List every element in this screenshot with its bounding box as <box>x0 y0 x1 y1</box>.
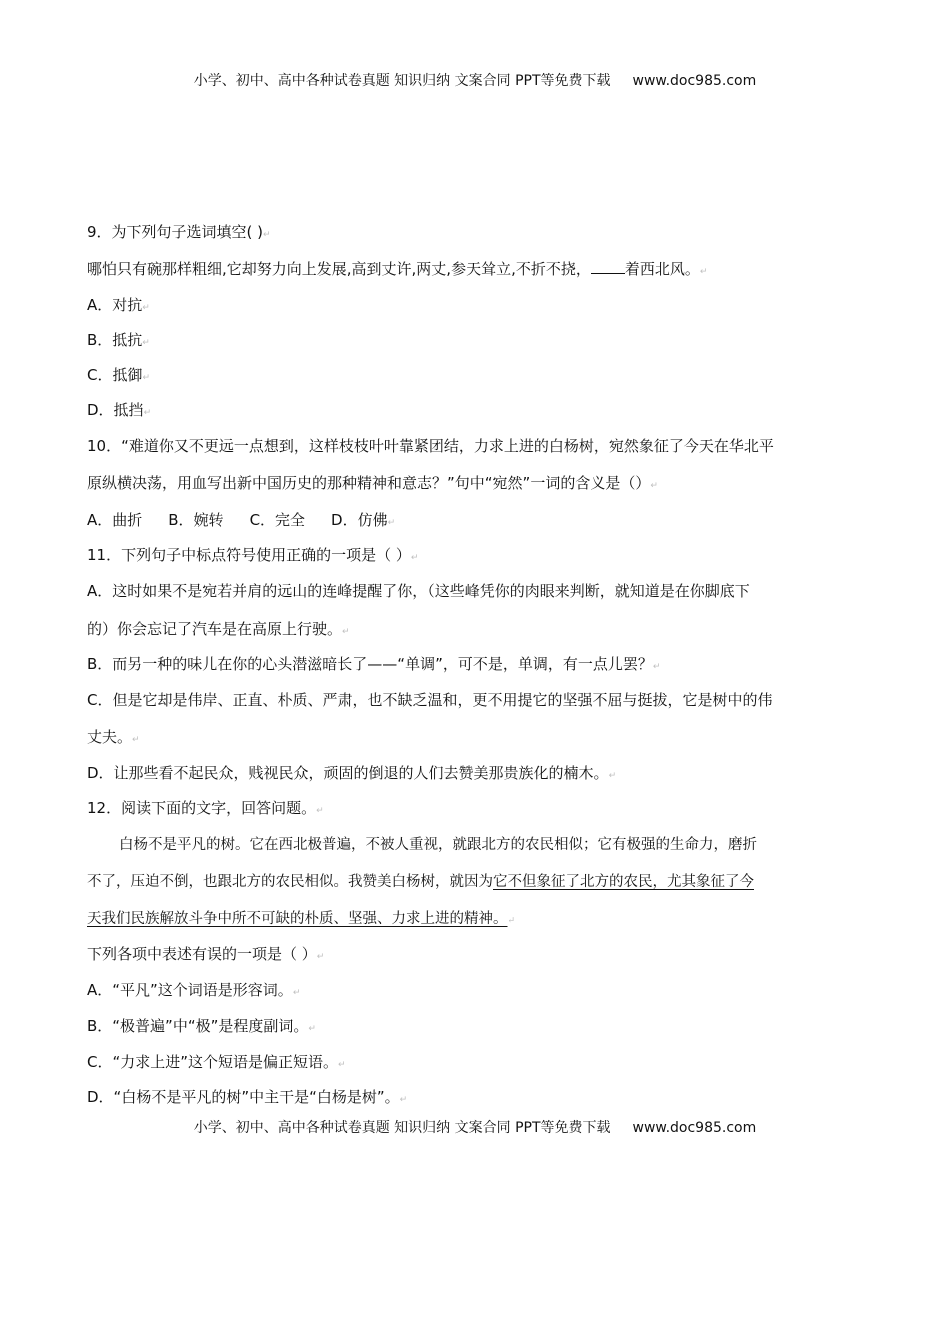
q11-option-c-line2: 丈夫。↵ <box>87 728 140 746</box>
q11-option-a-line2: 的）你会忘记了汽车是在高原上行驶。↵ <box>87 620 350 638</box>
underlined-text: 它不但象征了北方的农民，尤其象征了今 <box>493 874 754 890</box>
q10-option-a: A．曲折 <box>87 511 143 529</box>
q9-option-a: A．对抗↵ <box>87 296 150 314</box>
passage-line1: 白杨不是平凡的树。它在西北极普遍，不被人重视，就跟北方的农民相似；它有极强的生命力，磨折 <box>119 837 757 853</box>
q12-option-b: B．“极普遍”中“极”是程度副词。↵ <box>87 1017 316 1035</box>
q10-option-c: C．完全 <box>249 511 306 529</box>
q9-stem: 9．为下列句子选词填空( )↵ <box>87 223 271 241</box>
q9-option-d: D．抵挡↵ <box>87 401 152 419</box>
q11-option-c-line1: C．但是它却是伟岸、正直、朴质、严肃，也不缺乏温和，更不用提它的坚强不屈与挺拔，它是树中的伟 <box>87 691 773 709</box>
q12-option-a: A．“平凡”这个词语是形容词。↵ <box>87 981 301 999</box>
underlined-text: 天我们民族解放斗争中所不可缺的朴质、坚强、力求上进的精神。 <box>87 911 508 927</box>
header-url[interactable]: www.doc985.com <box>632 73 757 89</box>
q12-stem: 12．阅读下面的文字，回答问题。↵ <box>87 799 324 817</box>
q10-option-b: B．婉转 <box>168 511 224 529</box>
passage-line3: 天我们民族解放斗争中所不可缺的朴质、坚强、力求上进的精神。↵ <box>87 911 516 927</box>
page-header <box>0 70 950 90</box>
q10-options: A．曲折 B．婉转 C．完全 D．仿佛↵ <box>87 511 396 529</box>
q10-line2: 原纵横决荡，用血写出新中国历史的那种精神和意志？”句中“宛然”一词的含义是（）↵ <box>87 474 658 492</box>
footer-url[interactable]: www.doc985.com <box>632 1120 757 1136</box>
q10-line1: 10．“难道你又不更远一点想到，这样枝枝叶叶靠紧团结，力求上进的白杨树，宛然象征了今天在华北平 <box>87 437 774 455</box>
page-footer <box>0 1117 950 1137</box>
footer-text: 小学、初中、高中各种试卷真题 知识归纳 文案合同 PPT等免费下载 <box>193 1120 611 1136</box>
q11-option-b: B．而另一种的味儿在你的心头潜滋暗长了——“单调”，可不是，单调，有一点儿罢？↵ <box>87 655 661 673</box>
header-text: 小学、初中、高中各种试卷真题 知识归纳 文案合同 PPT等免费下载 <box>193 73 611 89</box>
q12-option-c: C．“力求上进”这个短语是偏正短语。↵ <box>87 1053 346 1071</box>
q9-option-b: B．抵抗↵ <box>87 331 150 349</box>
fill-blank <box>591 259 625 274</box>
q11-option-d: D．让那些看不起民众，贱视民众，顽固的倒退的人们去赞美那贵族化的楠木。↵ <box>87 764 617 782</box>
q12-question: 下列各项中表述有误的一项是（ ）↵ <box>87 945 325 963</box>
q9-sentence: 哪怕只有碗那样粗细,它却努力向上发展,高到丈许,两丈,参天耸立,不折不挠， 着西北风。↵ <box>87 260 708 278</box>
q9-option-c: C．抵御↵ <box>87 366 151 384</box>
q11-option-a-line1: A．这时如果不是宛若并肩的远山的连峰提醒了你，（这些峰凭你的肉眼来判断，就知道是在你脚底下 <box>87 582 750 600</box>
q12-option-d: D．“白杨不是平凡的树”中主干是“白杨是树”。↵ <box>87 1088 408 1106</box>
q11-stem: 11．下列句子中标点符号使用正确的一项是（ ）↵ <box>87 546 419 564</box>
q10-option-d: D．仿佛 <box>331 511 388 529</box>
passage-line2: 不了，压迫不倒，也跟北方的农民相似。我赞美白杨树，就因为它不但象征了北方的农民，尤其象征了今 <box>87 874 754 890</box>
